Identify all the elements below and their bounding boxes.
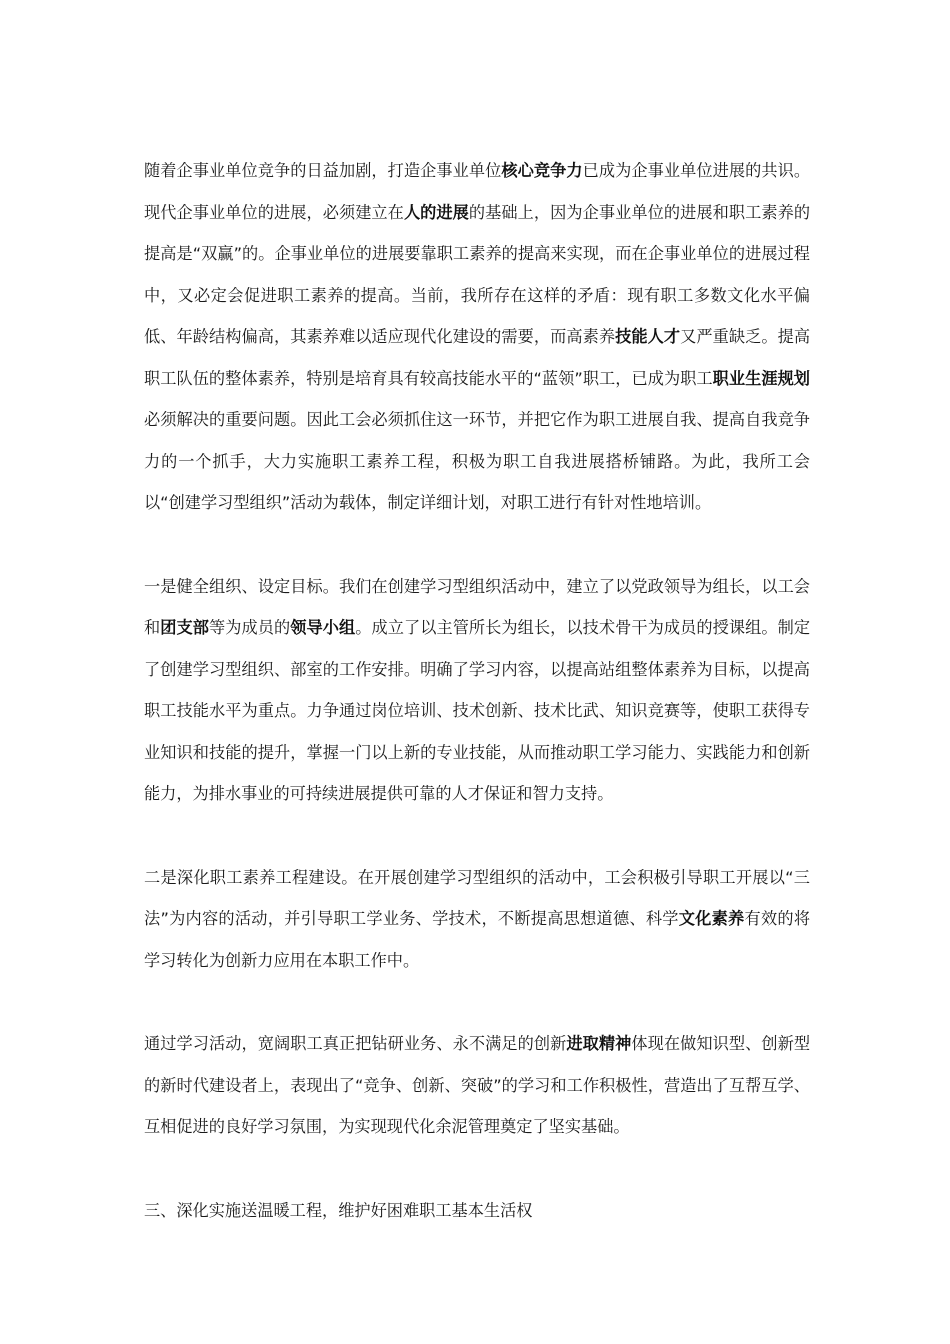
keyword-leading-group: 领导小组 [290, 618, 356, 637]
document-body [144, 150, 810, 1231]
keyword-core-competitiveness: 核心竞争力 [501, 161, 583, 180]
keyword-cultural-literacy: 文化素养 [678, 909, 745, 928]
text-run: 通过学习活动，宽阔职工真正把钻研业务、永不满足的创新 [144, 1034, 567, 1053]
text-run: 又严重缺乏。提高职工队伍的整体素养，特别是培育具有较高技能水平的“蓝领”职工，已成为职工 [144, 327, 811, 388]
text-run: 已成为企事业单位进展的共识。现代企事业单位的进展，必须建立在 [144, 161, 811, 222]
text-run: 有效的将学习转化为创新力应用在本职工作中。 [144, 909, 811, 970]
paragraph-organization [144, 566, 810, 815]
keyword-skilled-talent: 技能人才 [615, 327, 681, 346]
paragraph-intro [144, 150, 810, 524]
text-run: 二是深化职工素养工程建设。在开展创建学习型组织的活动中，工会积极引导职工开展以“三法”为内容的活动，并引导职工学业务、学技术，不断提高思想道德、科学 [144, 867, 810, 928]
paragraph-learning-activities [144, 1023, 810, 1148]
text-run: 等为成员的 [209, 618, 291, 637]
text-run: 三、深化实施送温暖工程，维护好困难职工基本生活权 [144, 1200, 533, 1220]
text-run: 一是健全组织、设定目标。我们在创建学习型组织活动中，建立了以党政领导为组长，以工会和 [144, 576, 810, 637]
text-run: 的基础上，因为企事业单位的进展和职工素养的提高是“双赢”的。企事业单位的进展要靠职工素养的提高来实现，而在企事业单位的进展过程中，又必定会促进职工素养的提高。当前，我所存在这样的矛盾：现有职工多数文化水平偏低、年龄结构偏高，其素养难以适应现代化建设的需要，而高素养 [144, 202, 811, 346]
text-run: 体现在做知识型、创新型的新时代建设者上，表现出了“竞争、创新、突破”的学习和工作积极性，营造出了互帮互学、互相促进的良好学习氛围，为实现现代化余泥管理奠定了坚实基础。 [144, 1034, 811, 1136]
keyword-career-planning: 职业生涯规划 [712, 368, 810, 388]
keyword-youth-league: 团支部 [160, 618, 209, 637]
keyword-human-development: 人的进展 [403, 202, 469, 222]
text-run: 。成立了以主管所长为组长，以技术骨干为成员的授课组。制定了创建学习型组织、部室的工作安排。明确了学习内容，以提高站组整体素养为目标，以提高职工技能水平为重点。力争通过岗位培训、技术创新、技术比武、知识竞赛等，使职工获得专业知识和技能的提升，掌握一门以上新的专业技能，从而推动职工学习能力、实践能力和创新能力，为排水事业的可持续进展提供可靠的人才保证和智力支持。 [144, 618, 811, 803]
text-run: 必须解决的重要问题。因此工会必须抓住这一环节，并把它作为职工进展自我、提高自我竞争力的一个抓手，大力实施职工素养工程，积极为职工自我进展搭桥铺路。为此，我所工会以“创建学习型组织”活动为载体，制定详细计划，对职工进行有针对性地培训。 [144, 410, 810, 512]
paragraph-quality-project [144, 857, 810, 982]
keyword-enterprising-spirit: 进取精神 [566, 1034, 632, 1053]
text-run: 随着企事业单位竞争的日益加剧，打造企事业单位 [144, 161, 502, 180]
section-heading-warmth-project [144, 1190, 810, 1232]
